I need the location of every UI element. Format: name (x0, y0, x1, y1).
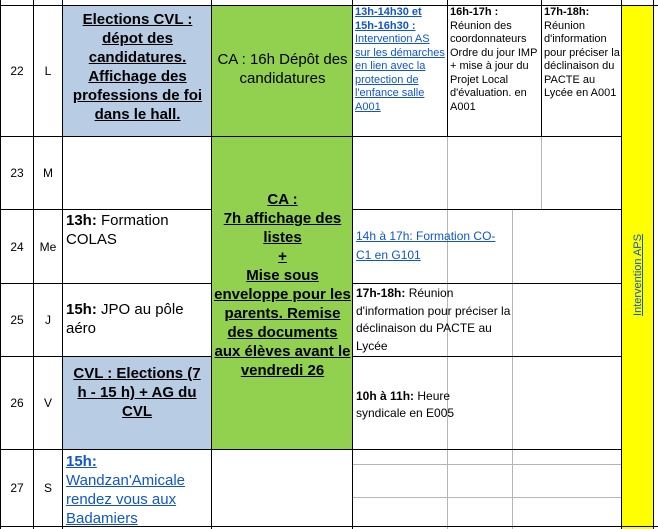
row-number-24: 24 (10, 239, 24, 254)
ca-depot-text: CA : 16h Dépôt des candidatures (217, 51, 348, 87)
formation-colas-time: 13h: (66, 212, 97, 229)
ca-listes-enveloppe: Mise sous enveloppe pour les parents. Remise des documents aux élèves avant le vendredi 26 (214, 267, 351, 379)
reunion-information-time: 17h-18h: (544, 6, 590, 18)
formation-co-c1-link[interactable] (356, 229, 495, 262)
wandzan-amicale (66, 452, 209, 526)
heure-syndicale-label: Heure syndicale en E005 (356, 389, 455, 420)
jpo-label: JPO au pôle aéro (66, 301, 184, 337)
row-number-23: 23 (10, 166, 24, 180)
ca-listes-text (214, 190, 351, 420)
formation-co-c1-time: 14h à 17h: Formation CO-C1 en G101 (356, 229, 496, 262)
reunion-coordonnateurs-time: 16h-17h : (450, 6, 499, 18)
reunion-pacte-lycee (356, 285, 511, 355)
intervention-aps-vertical (622, 150, 653, 400)
reunion-coordonnateurs-label: Réunion des coordonnateurs Ordre du jour IMP + mise à jour du Projet Local d'évaluation. en A001 (450, 19, 538, 113)
reunion-information-label: Réunion d'information pour préciser la déclinaison du PACTE au Lycée en A001 (544, 19, 620, 99)
row-day-22: L (44, 64, 52, 78)
formation-co-c1 (356, 227, 506, 267)
reunion-coordonnateurs (450, 6, 540, 134)
jpo-time: 15h: (66, 301, 97, 318)
intervention-aps-link[interactable]: Intervention APS (631, 234, 644, 316)
reunion-pacte-time: 17h-18h: (356, 286, 406, 300)
row-day-26: V (43, 396, 52, 410)
cvl-candidatures-text: Elections CVL : dépot des candidatures. Affichage des professions de foi dans le hall. (72, 11, 203, 123)
row-day-23: M (43, 166, 53, 180)
ca-listes-plus: + (278, 248, 287, 265)
jpo-pole-aero (66, 300, 209, 354)
row-number-22: 22 (10, 64, 24, 78)
intervention-as-link[interactable]: Intervention AS sur les démarches en lien avec la protection de l'enfance salle A001 (355, 33, 445, 113)
formation-colas (66, 211, 209, 281)
intervention-as (355, 6, 447, 134)
ca-listes-title: CA : (267, 191, 298, 208)
heure-syndicale-time: 10h à 11h: (356, 389, 415, 403)
row-number-27: 27 (10, 481, 24, 495)
wandzan-time-link[interactable]: 15h: (66, 453, 97, 470)
row-day-27: S (43, 481, 52, 495)
heure-syndicale (356, 388, 481, 428)
ca-listes-affichage: 7h affichage des listes (223, 210, 342, 246)
intervention-as-time-link[interactable]: 13h-14h30 et 15h-16h30 : (355, 6, 422, 32)
row-number-25: 25 (10, 313, 24, 327)
cvl-elections-text: CVL : Elections (7 h - 15 h) + AG du CVL (73, 365, 201, 420)
reunion-pacte-label: Réunion d'information pour préciser la déclinaison du PACTE au Lycée (356, 286, 511, 353)
reunion-information-pacte (544, 6, 620, 134)
wandzan-amicale-link[interactable]: Wandzan'Amicale rendez vous aux Badamiers (66, 472, 186, 526)
formation-colas-label: Formation COLAS (66, 212, 169, 248)
row-day-25: J (45, 313, 51, 327)
row-number-26: 26 (10, 396, 24, 410)
row-day-24: Me (39, 239, 57, 254)
